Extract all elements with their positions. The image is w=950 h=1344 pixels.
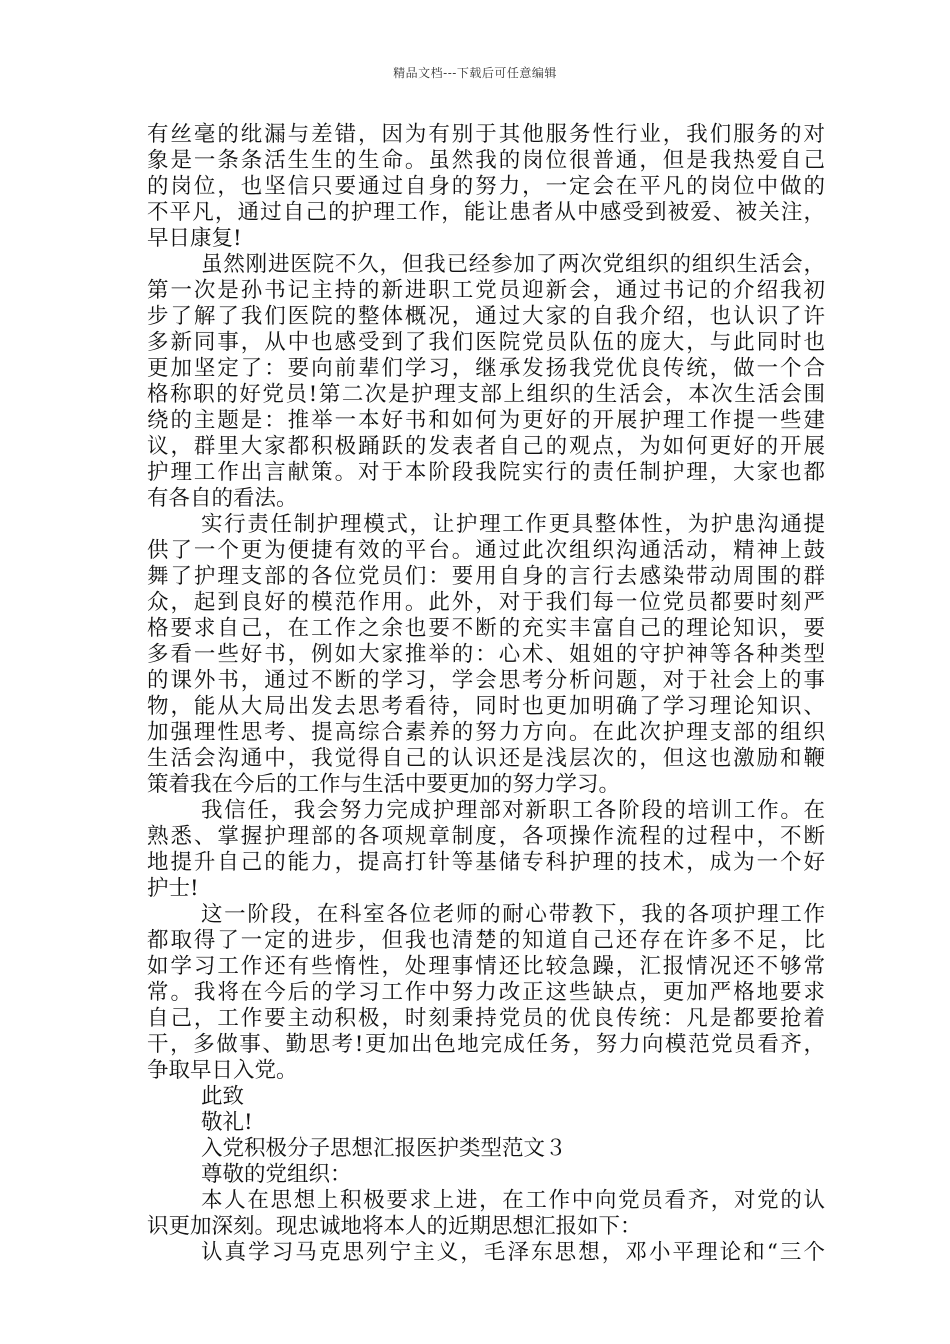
text-line: 绕的主题是：推举一本好书和如何为更好的开展护理工作提一些建 (147, 408, 825, 433)
text-line: 有丝毫的纰漏与差错，因为有别于其他服务性行业，我们服务的对 (147, 122, 825, 147)
text-line: 格要求自己，在工作之余也要不断的充实丰富自己的理论知识，要 (147, 616, 825, 641)
text-line: 这一阶段，在科室各位老师的耐心带教下，我的各项护理工作 (201, 902, 825, 927)
text-line: 物，能从大局出发去思考看待，同时也更加明确了学习理论知识、 (147, 694, 825, 719)
text-line: 早日康复! (147, 226, 242, 251)
text-line: 舞了护理支部的各位党员们：要用自身的言行去感染带动周围的群 (147, 564, 825, 589)
text-line: 认真学习马克思列宁主义，毛泽东思想，邓小平理论和“三个 (201, 1240, 825, 1265)
text-line: 议，群里大家都积极踊跃的发表者自己的观点，为如何更好的开展 (147, 434, 825, 459)
text-line: 都取得了一定的进步，但我也清楚的知道自己还存在许多不足，比 (147, 928, 825, 953)
text-line: 的课外书，通过不断的学习，学会思考分析问题，对于社会上的事 (147, 668, 825, 693)
text-line: 常。我将在今后的学习工作中努力改正这些缺点，更加严格地要求 (147, 980, 825, 1005)
text-line: 有各自的看法。 (147, 486, 298, 511)
text-line: 本人在思想上积极要求上进，在工作中向党员看齐，对党的认 (201, 1188, 825, 1213)
text-line: 熟悉、掌握护理部的各项规章制度，各项操作流程的过程中，不断 (147, 824, 825, 849)
text-line: 策着我在今后的工作与生活中要更加的努力学习。 (147, 772, 621, 797)
text-line: 更加坚定了：要向前辈们学习，继承发扬我党优良传统，做一个合 (147, 356, 825, 381)
text-line: 象是一条条活生生的生命。虽然我的岗位很普通，但是我热爱自己 (147, 148, 825, 173)
text-line: 护士! (147, 876, 199, 901)
text-line: 多新同事，从中也感受到了我们医院党员队伍的庞大，与此同时也 (147, 330, 825, 355)
text-line: 入党积极分子思想汇报医护类型范文３ (201, 1136, 567, 1161)
text-line: 自己，工作要主动积极，时刻秉持党员的优良传统：凡是都要抢着 (147, 1006, 825, 1031)
text-line: 不平凡，通过自己的护理工作，能让患者从中感受到被爱、被关注， (147, 200, 825, 225)
text-line: 生活会沟通中，我觉得自己的认识还是浅层次的，但这也激励和鞭 (147, 746, 825, 771)
text-line: 众，起到良好的模范作用。此外，对于我们每一位党员都要时刻严 (147, 590, 825, 615)
page-header: 精品文档---下载后可任意编辑 (393, 66, 557, 80)
text-line: 多看一些好书，例如大家推举的：心术、姐姐的守护神等各种类型 (147, 642, 825, 667)
text-line: 步了解了我们医院的整体概况，通过大家的自我介绍，也认识了许 (147, 304, 825, 329)
document-body (147, 122, 825, 1266)
text-line: 第一次是孙书记主持的新进职工党员迎新会，通过书记的介绍我初 (147, 278, 825, 303)
text-line: 我信任，我会努力完成护理部对新职工各阶段的培训工作。在 (201, 798, 825, 823)
text-line: 地提升自己的能力，提高打针等基储专科护理的技术，成为一个好 (147, 850, 825, 875)
text-line: 格称职的好党员!第二次是护理支部上组织的生活会，本次生活会围 (147, 382, 825, 407)
text-line: 敬礼! (201, 1110, 253, 1135)
text-line: 此致 (201, 1084, 245, 1109)
text-line: 干，多做事、勤思考!更加出色地完成任务，努力向模范党员看齐， (147, 1032, 825, 1057)
text-line: 护理工作出言献策。对于本阶段我院实行的责任制护理，大家也都 (147, 460, 825, 485)
text-line: 争取早日入党。 (147, 1058, 298, 1083)
text-line: 的岗位，也坚信只要通过自身的努力，一定会在平凡的岗位中做的 (147, 174, 825, 199)
text-line: 虽然刚进医院不久，但我已经参加了两次党组织的组织生活会， (201, 252, 825, 277)
text-line: 识更加深刻。现忠诚地将本人的近期思想汇报如下： (147, 1214, 642, 1239)
text-line: 加强理性思考、提高综合素养的努力方向。在此次护理支部的组织 (147, 720, 825, 745)
text-line: 尊敬的党组织： (201, 1162, 352, 1187)
text-line: 实行责任制护理模式，让护理工作更具整体性，为护患沟通提 (201, 512, 825, 537)
text-line: 供了一个更为便捷有效的平台。通过此次组织沟通活动，精神上鼓 (147, 538, 825, 563)
text-line: 如学习工作还有些惰性，处理事情还比较急躁，汇报情况还不够常 (147, 954, 825, 979)
